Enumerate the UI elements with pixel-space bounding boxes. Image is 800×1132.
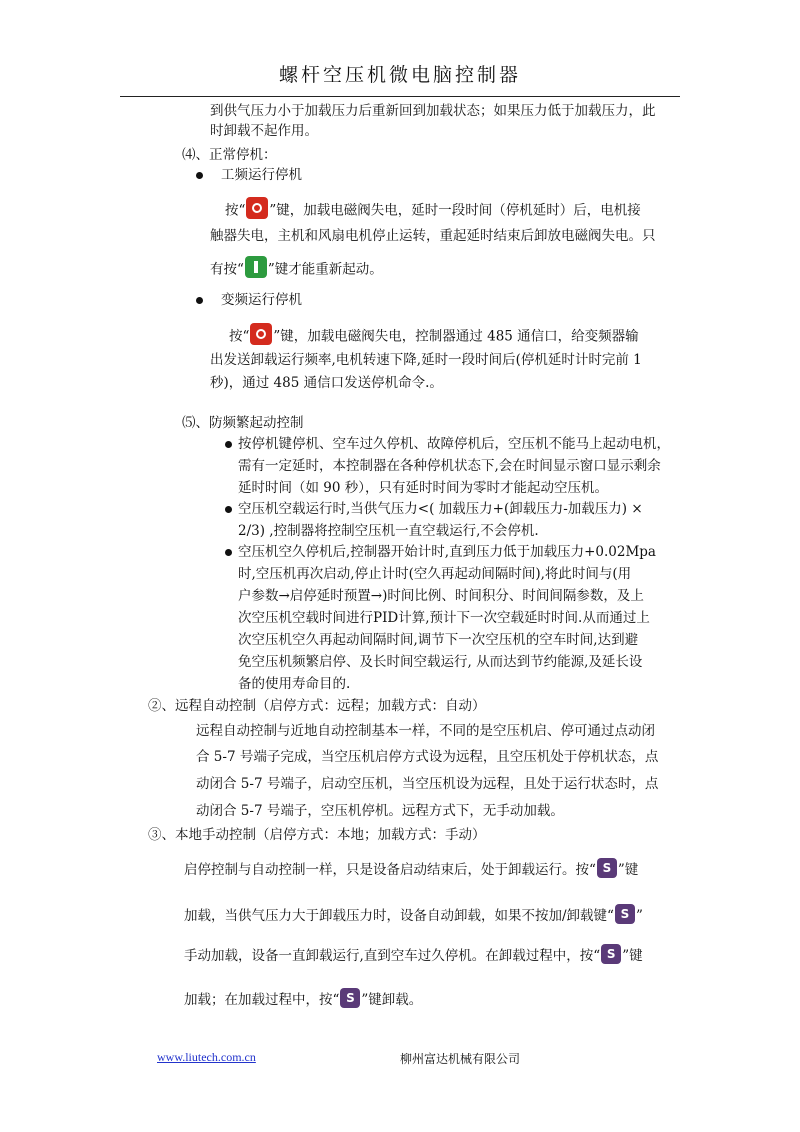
bullet-label-variable-frequency-stop: 变频运行停机: [221, 292, 302, 308]
paragraph-line: 远程自动控制与近地自动控制基本一样，不同的是空压机启、停可通过点动闭: [196, 723, 655, 739]
bullet-dot: [225, 441, 232, 448]
paragraph-line: 户参数→启停延时预置→)时间比例、时间积分、时间间隔参数，及上: [238, 588, 644, 604]
paragraph-line: 次空压机空久再起动间隔时间,调节下一次空压机的空车时间,达到避: [238, 632, 639, 648]
paragraph-line: 触器失电，主机和风扇电机停止运转，重起延时结束后卸放电磁阀失电。只: [210, 228, 656, 244]
footer-website-link[interactable]: www.liutech.com.cn: [157, 1050, 256, 1064]
s-key-icon: S: [597, 858, 617, 878]
paragraph-line: 需有一定延时，本控制器在各种停机状态下,会在时间显示窗口显示剩余: [238, 458, 661, 474]
section-heading-4: ⑷、正常停机：: [182, 147, 277, 163]
paragraph-line: 按停机键停机、空车过久停机、故障停机后，空压机不能马上起动电机，: [238, 436, 670, 452]
bullet-dot: [196, 172, 203, 179]
paragraph-line: 加载，当供气压力大于卸载压力时，设备自动卸载，如果不按加/卸载键“ S ”: [184, 906, 643, 927]
paragraph-line: 备的使用寿命目的.: [238, 676, 351, 692]
paragraph-line: 动闭合 5-7 号端子，启动空压机，当空压机设为远程，且处于运行状态时，点: [196, 776, 659, 792]
paragraph-line: 空压机空久停机后,控制器开始计时,直到压力低于加载压力+0.02Mpa: [238, 544, 656, 560]
paragraph-line: 免空压机频繁启停、及长时间空载运行, 从而达到节约能源,及延长设: [238, 654, 643, 670]
section-heading-local-manual: ③、本地手动控制（启停方式：本地；加载方式：手动）: [148, 827, 486, 843]
paragraph-line: 手动加载，设备一直卸载运行,直到空车过久停机。在卸载过程中，按“ S ”键: [184, 946, 643, 967]
paragraph-line: 延时时间（如 90 秒），只有延时时间为零时才能起动空压机。: [238, 480, 609, 496]
paragraph-line: 时,空压机再次启动,停止计时(空久再起动间隔时间),将此时间与(用: [238, 566, 632, 582]
s-key-icon: S: [601, 944, 621, 964]
footer-company-name: 柳州富达机械有限公司: [400, 1052, 521, 1066]
paragraph-line: 有按“ ”键才能重新起动。: [210, 259, 383, 281]
paragraph-line: 空压机空载运行时,当供气压力<( 加载压力+(卸载压力-加载压力) ×: [238, 501, 643, 517]
header-rule: [120, 96, 680, 97]
paragraph-line: 按“ ”键，加载电磁阀失电，延时一段时间（停机延时）后，电机接: [225, 200, 641, 222]
paragraph-line: 加载；在加载过程中，按“ S ”键卸载。: [184, 990, 422, 1011]
paragraph-line: 秒)，通过 485 通信口发送停机命令.。: [210, 375, 443, 391]
s-key-icon: S: [340, 988, 360, 1008]
s-key-icon: S: [615, 904, 635, 924]
paragraph-line: 启停控制与自动控制一样，只是设备启动结束后，处于卸载运行。按“ S ”键: [184, 860, 638, 881]
start-key-icon: [245, 256, 267, 278]
paragraph-line: 合 5-7 号端子完成，当空压机启停方式设为远程，且空压机处于停机状态，点: [196, 749, 659, 765]
page-header-title: 螺杆空压机微电脑控制器: [278, 64, 521, 86]
paragraph-line: 次空压机空载时间进行PID计算,预计下一次空载延时时间.从而通过上: [238, 610, 650, 626]
bullet-label-power-frequency-stop: 工频运行停机: [221, 167, 302, 183]
paragraph-line: 按“ ”键，加载电磁阀失电，控制器通过 485 通信口，给变频器输: [229, 326, 639, 348]
paragraph-line: 动闭合 5-7 号端子，空压机停机。远程方式下，无手动加载。: [196, 803, 564, 819]
stop-key-icon: [246, 197, 268, 219]
section-heading-5: ⑸、防频繁起动控制: [182, 415, 304, 431]
bullet-dot: [196, 297, 203, 304]
stop-key-icon: [250, 323, 272, 345]
bullet-dot: [225, 549, 232, 556]
paragraph-line: 出发送卸载运行频率,电机转速下降,延时一段时间后(停机延时计时完前 1: [210, 352, 642, 368]
paragraph-line: 到供气压力小于加载压力后重新回到加载状态；如果压力低于加载压力，此: [210, 103, 656, 119]
paragraph-line: 时卸载不起作用。: [210, 123, 318, 139]
bullet-dot: [225, 506, 232, 513]
section-heading-remote-auto: ②、远程自动控制（启停方式：远程；加载方式：自动）: [148, 698, 486, 714]
paragraph-line: 2/3) ,控制器将控制空压机一直空载运行,不会停机.: [238, 523, 539, 539]
